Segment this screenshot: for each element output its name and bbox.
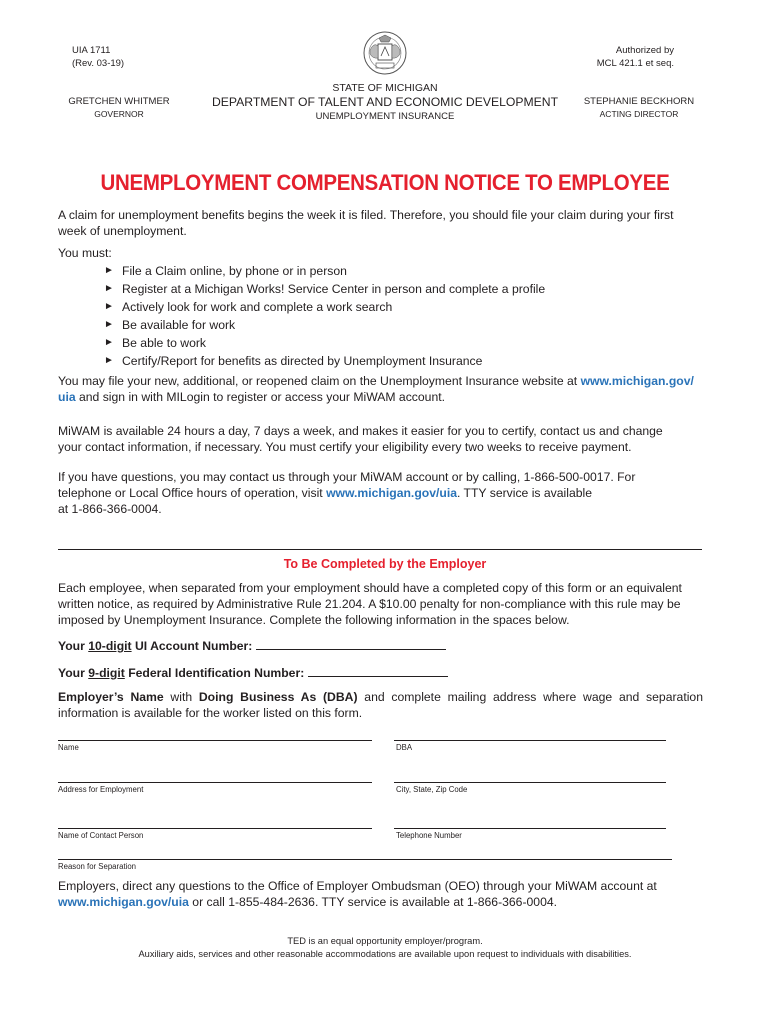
arrow-right-icon: ►: [104, 337, 114, 348]
employer-section-heading: To Be Completed by the Employer: [283, 557, 487, 571]
department-name: DEPARTMENT OF TALENT AND ECONOMIC DEVELOPMENT: [211, 95, 559, 109]
questions-paragraph: If you have questions, you may contact us through your MiWAM account or by calling, 1-866-500-0017. For telephone or Local Office hours of operation, visit www.michigan.gov/uia. TTY service is available at 1-866-366-0004.: [58, 470, 636, 516]
uia-website-link[interactable]: www.michigan.gov/uia: [326, 486, 457, 500]
reason-for-separation-field-label: Reason for Separation: [58, 862, 137, 871]
miwam-paragraph: MiWAM is available 24 hours a day, 7 days a week, and makes it easier for you to certify, contact us and change your contact information, if necessary. You must certify your eligibility every two weeks to receive payment.: [58, 424, 663, 454]
telephone-field-label: Telephone Number: [396, 831, 462, 840]
section-divider: [58, 549, 702, 550]
arrow-right-icon: ►: [104, 355, 114, 366]
state-name: STATE OF MICHIGAN: [332, 82, 438, 94]
dba-field-label: DBA: [396, 743, 413, 752]
telephone-field[interactable]: [394, 828, 666, 829]
reason-for-separation-field[interactable]: [58, 859, 672, 860]
contact-person-field-label: Name of Contact Person: [58, 831, 144, 840]
arrow-right-icon: ►: [104, 265, 114, 276]
ui-account-number-row: Your 10-digit UI Account Number:: [58, 638, 446, 654]
fein-field[interactable]: [308, 676, 448, 677]
city-state-zip-field[interactable]: [394, 782, 666, 783]
form-revision: (Rev. 03-19): [72, 58, 125, 69]
ui-account-number-field[interactable]: [256, 649, 446, 650]
oeo-paragraph: Employers, direct any questions to the Office of Employer Ombudsman (OEO) through your MiWAM account at www.michigan.gov/uia or call 1-855-484-2636. TTY service is available at 1-866-366-0004.: [58, 879, 657, 909]
governor-title: GOVERNOR: [94, 109, 144, 119]
intro-paragraph: [58, 207, 674, 239]
footer: [0, 935, 770, 960]
division-name: UNEMPLOYMENT INSURANCE: [315, 111, 455, 122]
authorized-by: Authorized by: [615, 45, 674, 56]
director-title: ACTING DIRECTOR: [599, 109, 679, 119]
arrow-right-icon: ►: [104, 301, 114, 312]
authorization-block: [597, 44, 674, 70]
arrow-right-icon: ►: [104, 319, 114, 330]
form-id-block: [72, 44, 124, 70]
contact-person-field[interactable]: [58, 828, 372, 829]
fein-row: Your 9-digit Federal Identification Number:: [58, 665, 448, 681]
state-seal-icon: [362, 30, 408, 76]
list-item: ► Register at a Michigan Works! Service Center in person and complete a profile: [104, 282, 546, 296]
form-id: UIA 1711: [72, 45, 111, 56]
list-item: ► Be able to work: [104, 336, 207, 350]
uia-website-link[interactable]: uia: [58, 390, 76, 404]
uia-website-link[interactable]: www.michigan.gov/: [580, 374, 694, 388]
footer-line: Auxiliary aids, services and other reasonable accommodations are available upon request to individuals with disabilities.: [138, 948, 632, 959]
page-title: UNEMPLOYMENT COMPENSATION NOTICE TO EMPLOYEE: [100, 170, 670, 195]
intro-line: A claim for unemployment benefits begins the week it is filed. Therefore, you should file your claim during your first: [58, 208, 674, 222]
file-claim-paragraph: You may file your new, additional, or reopened claim on the Unemployment Insurance website at www.michigan.gov/ uia and sign in with MILogin to register or access your MiWAM account.: [58, 374, 694, 404]
employer-name-instructions: Employer’s Name with Doing Business As (DBA) and complete mailing address where wage and separation information is available for the worker listed on this form.: [58, 690, 703, 720]
footer-line: TED is an equal opportunity employer/program.: [287, 936, 483, 946]
list-item: ► Be available for work: [104, 318, 236, 332]
intro-line: week of unemployment.: [58, 224, 187, 238]
director-block: [574, 95, 704, 121]
list-item: ► Certify/Report for benefits as directed by Unemployment Insurance: [104, 354, 483, 368]
name-field[interactable]: [58, 740, 372, 741]
list-item: ► Actively look for work and complete a work search: [104, 300, 393, 314]
authorized-statute: MCL 421.1 et seq.: [596, 58, 674, 69]
employer-instructions: Each employee, when separated from your employment should have a completed copy of this form or an equivalent written notice, as required by Administrative Rule 21.204. A $10.00 penalty for non-compliance with this rule may be imposed by Unemployment Insurance. Complete the following information in the spaces below.: [58, 581, 682, 627]
requirements-list: [104, 262, 545, 370]
arrow-right-icon: ►: [104, 283, 114, 294]
address-field-label: Address for Employment: [58, 785, 144, 794]
uia-website-link[interactable]: www.michigan.gov/uia: [58, 895, 189, 909]
list-item: ► File a Claim online, by phone or in person: [104, 264, 347, 278]
city-state-zip-field-label: City, State, Zip Code: [396, 785, 468, 794]
governor-block: [54, 95, 184, 121]
governor-name: GRETCHEN WHITMER: [68, 96, 170, 107]
you-must-label: You must:: [58, 246, 112, 260]
director-name: STEPHANIE BECKHORN: [583, 96, 695, 107]
dba-field[interactable]: [394, 740, 666, 741]
name-field-label: Name: [58, 743, 79, 752]
address-field[interactable]: [58, 782, 372, 783]
